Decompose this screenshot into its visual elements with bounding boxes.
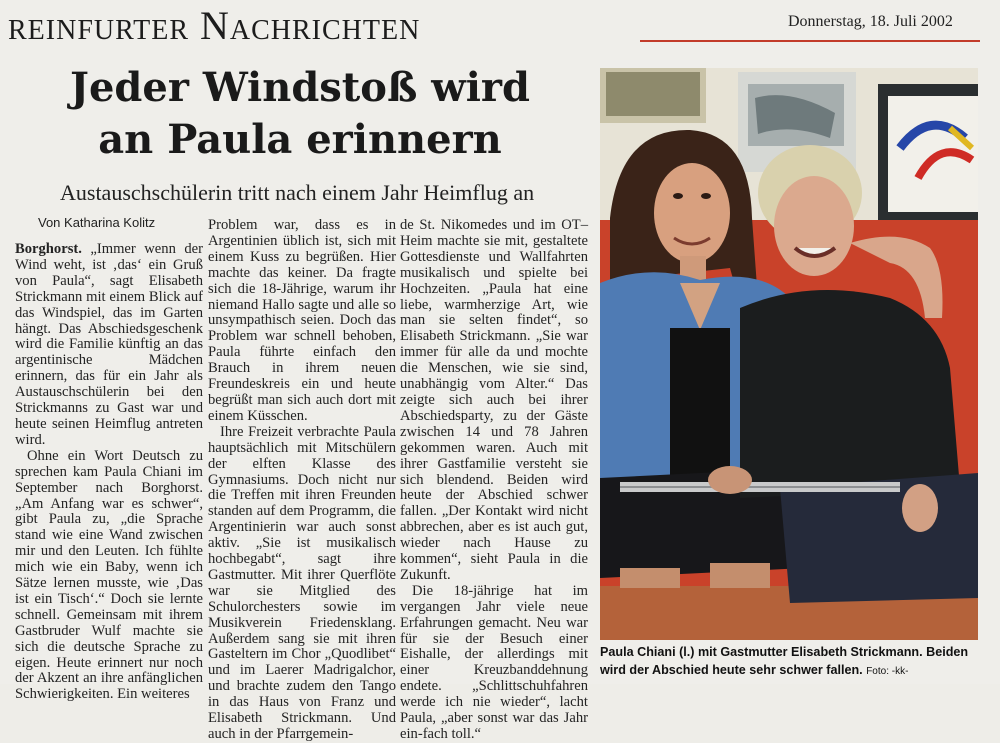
photo-caption bbox=[600, 643, 980, 681]
photo-illustration bbox=[600, 68, 978, 640]
paragraph bbox=[15, 242, 203, 449]
article-column-2 bbox=[208, 218, 396, 743]
article-column-3 bbox=[400, 218, 588, 743]
paragraph: Ihre Freizeit verbrachte Paula hauptsächlich mit Mitschülern der elften Klasse des Gymnasiums. Doch nicht nur die Treffen mit ihren Freunden standen auf dem Programm, die Argentinierin war auch sonst aktiv. „Sie ist musikalisch hochbegabt“, sagt ihre Gastmutter. Mit ihrer Querflöte war sie Mitglied des Schulorchesters sowie im Musikverein Friedensklang. Außerdem sang sie mit ihren Gasteltern im Chor „Quodlibet“ und im Laerer Madrigalchor, und brachte zudem den Tango in das Haus von Franz und Elisabeth Strickmann. Und auch in der Pfarrgemein- bbox=[208, 423, 396, 742]
dateline-place: Borghorst. bbox=[15, 241, 82, 257]
article-byline: Von Katharina Kolitz bbox=[38, 215, 156, 230]
headline-line-1: Jeder Windstoß wird bbox=[70, 64, 530, 111]
caption-text: Paula Chiani (l.) mit Gastmutter Elisabeth Strickmann. Beiden wird der Abschied heute sehr schwer fallen. bbox=[600, 645, 969, 677]
article-column-1 bbox=[15, 242, 203, 703]
paragraph: Die 18-jährige hat im vergangen Jahr viele neue Erfahrungen gemacht. Neu war für sie der Besuch einer Eishalle, der allerdings mit einer Kreuzbanddehnung endete. „Schlittschuhfahren werde ich nie wieder“, lacht Paula, „aber sonst war das Jahr ein-fach toll.“ bbox=[400, 582, 588, 742]
photo-credit: Foto: -kk- bbox=[866, 666, 909, 677]
article-photo bbox=[600, 68, 978, 640]
paragraph-text: „Immer wenn der Wind weht, ist ‚das‘ ein Gruß von Paula“, sagt Elisabeth Strickmann mit einem Blick auf das Windspiel, das im Garten hängt. Das Abschiedsgeschenk wird die Familie künftig an das argentinische Mädchen erinnern, das für ein Jahr als Austauschschülerin bei den Strickmanns zu Gast war und heute seinen Heimflug antreten wird. bbox=[15, 241, 203, 448]
article-headline bbox=[15, 62, 585, 166]
headline-line-2: an Paula erinnern bbox=[98, 116, 502, 163]
issue-date: Donnerstag, 18. Juli 2002 bbox=[788, 13, 953, 30]
paragraph: Problem war, dass es in Argentinien üblich ist, sich mit einem Kuss zu begrüßen. Hier machte das keiner. Da fragte sich die 18-Jährige, warum ihr niemand Hallo sagte und alle so unsympathisch seien. Doch das Problem war schnell behoben, Paula führte einfach den Brauch in ihrem neuen Freundeskreis ein und heute begrüßt man sich auch dort mit einem Küsschen. bbox=[208, 217, 396, 424]
masthead-rule bbox=[640, 40, 980, 42]
paragraph: Ohne ein Wort Deutsch zu sprechen kam Paula Chiani im September nach Borghorst. „Am Anfang war es schwer“, gibt Paula zu, „die Sprache stand wie eine Wand zwischen mir und den Leuten. Ich fühlte mich wie ein Baby, wenn ich Sätze lernen musste, wie ‚Das ist ein Tisch‘.“ Doch sie lernte schnell. Gemeinsam mit ihrem Gastbruder Wulf machte sie sich die deutsche Sprache zu eigen. Heute erinnert nur noch der Akzent an ihre anfänglichen Schwierigkeiten. Ein weiteres bbox=[15, 447, 203, 703]
article-subheadline: Austauschschülerin tritt nach einem Jahr Heimflug an bbox=[60, 180, 535, 205]
masthead: reinfurter Nachrichten bbox=[8, 3, 421, 48]
paragraph: de St. Nikomedes und im OT–Heim machte sie mit, gestaltete Gottesdienste und Wallfahrten musikalisch und spielte bei Hochzeiten. „Paula hat eine liebe, warmherzige Art, wie man sie selten findet“, so Elisabeth Strickmann. „Sie war immer für alle da und mochte die Menschen, wie sie sind, unabhängig vom Alter.“ Das zeigte sich auch bei ihrer Abschiedsparty, zu der Gäste zwischen 14 und 78 Jahren gekommen waren. Auch mit ihrer Gastfamilie versteht sie sich blendend. Beiden wird heute der Abschied schwer fallen. „Der Kontakt wird nicht abbrechen, aber es ist auch gut, wieder nach Hause zu kommen“, sieht Paula in die Zukunft. bbox=[400, 217, 588, 583]
